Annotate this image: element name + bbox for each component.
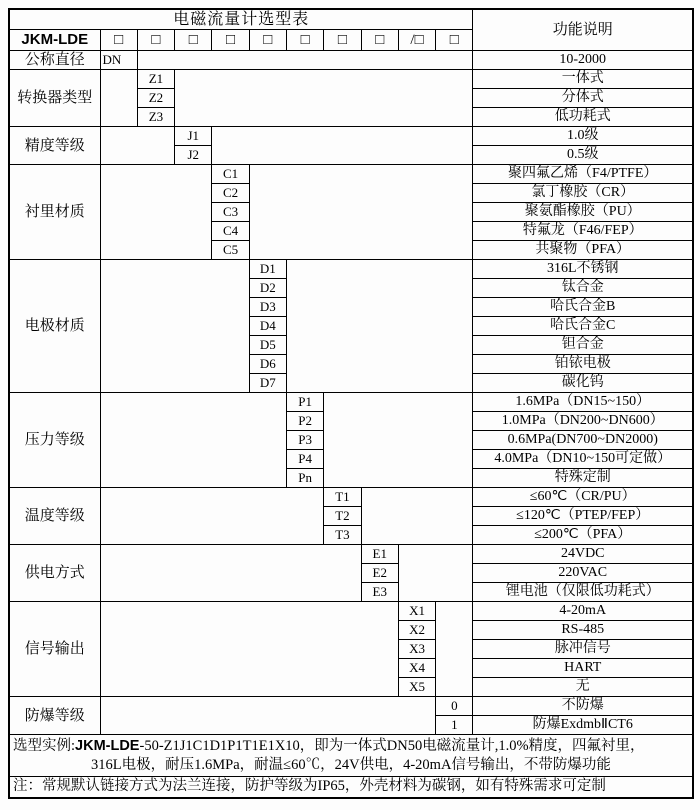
selection-example-line1 xyxy=(13,737,689,756)
desc-cell: 钽合金 xyxy=(473,336,693,355)
desc-cell: 铂铱电极 xyxy=(473,355,693,374)
code-cell: Pn xyxy=(286,469,323,488)
section-label-accuracy-class: 精度等级 xyxy=(9,127,100,165)
desc-cell: 24VDC xyxy=(473,545,693,564)
desc-cell: 碳化钨 xyxy=(473,374,693,393)
model-checkbox-2: □ xyxy=(137,30,174,51)
code-cell: P2 xyxy=(286,412,323,431)
code-cell: T1 xyxy=(324,488,361,507)
desc-cell: 220VAC xyxy=(473,564,693,583)
spacer-cell xyxy=(137,51,473,70)
spacer-cell xyxy=(100,488,324,545)
spacer-cell xyxy=(100,393,286,488)
spacer-cell xyxy=(100,545,361,602)
code-cell: D5 xyxy=(249,336,286,355)
desc-cell: 脉冲信号 xyxy=(473,640,693,659)
spacer-cell xyxy=(324,393,473,488)
model-checkbox-8: □ xyxy=(361,30,398,51)
code-cell: C4 xyxy=(212,222,249,241)
desc-cell: 聚四氟乙烯（F4/PTFE） xyxy=(473,165,693,184)
code-cell: 1 xyxy=(436,716,473,735)
code-cell: E2 xyxy=(361,564,398,583)
spacer-cell xyxy=(286,260,473,393)
model-checkbox-1: □ xyxy=(100,30,137,51)
desc-cell: RS-485 xyxy=(473,621,693,640)
code-cell: D3 xyxy=(249,298,286,317)
model-checkbox-7: □ xyxy=(324,30,361,51)
spacer-cell xyxy=(100,260,249,393)
selection-example-line2: 316L电极，耐压1.6MPa，耐温≤60℃，24V供电，4-20mA信号输出，不带防爆功能 xyxy=(91,756,611,773)
function-header: 功能说明 xyxy=(473,9,693,51)
desc-cell: 一体式 xyxy=(473,70,693,89)
section-label-temperature-class: 温度等级 xyxy=(9,488,100,545)
model-checkbox-10: □ xyxy=(436,30,473,51)
spacer-cell xyxy=(175,70,473,127)
code-cell: D2 xyxy=(249,279,286,298)
spacer-cell xyxy=(212,127,473,165)
code-cell: D1 xyxy=(249,260,286,279)
desc-cell: 防爆ExdmbⅡCT6 xyxy=(473,716,693,735)
desc-cell: 锂电池（仅限低功耗式） xyxy=(473,583,693,602)
code-cell: C3 xyxy=(212,203,249,222)
section-label-pressure-class: 压力等级 xyxy=(9,393,100,488)
code-cell: D4 xyxy=(249,317,286,336)
desc-cell: 不防爆 xyxy=(473,697,693,716)
code-cell: E3 xyxy=(361,583,398,602)
code-cell: Z1 xyxy=(137,70,174,89)
code-cell: C5 xyxy=(212,241,249,260)
code-cell: P4 xyxy=(286,450,323,469)
desc-cell: 氯丁橡胶（CR） xyxy=(473,184,693,203)
section-label-explosion-proof: 防爆等级 xyxy=(9,697,100,735)
model-checkbox-4: □ xyxy=(212,30,249,51)
desc-cell: 特氟龙（F46/FEP） xyxy=(473,222,693,241)
desc-cell: 1.0MPa（DN200~DN600） xyxy=(473,412,693,431)
desc-cell: 哈氏合金B xyxy=(473,298,693,317)
desc-cell: 10-2000 xyxy=(473,51,693,70)
spacer-cell xyxy=(100,697,436,735)
code-cell: Z2 xyxy=(137,89,174,108)
desc-cell: 4.0MPa（DN10~150可定做） xyxy=(473,450,693,469)
code-cell: X1 xyxy=(398,602,435,621)
code-cell: E1 xyxy=(361,545,398,564)
desc-cell: 4-20mA xyxy=(473,602,693,621)
section-label-electrode-material: 电极材质 xyxy=(9,260,100,393)
desc-cell: 1.0级 xyxy=(473,127,693,146)
selection-table-container xyxy=(8,8,694,799)
spacer-cell xyxy=(100,70,137,127)
desc-cell: 0.5级 xyxy=(473,146,693,165)
section-label-nominal-diameter: 公称直径 xyxy=(9,51,100,70)
code-cell: T2 xyxy=(324,507,361,526)
code-cell: Z3 xyxy=(137,108,174,127)
desc-cell: 316L不锈钢 xyxy=(473,260,693,279)
code-cell: P3 xyxy=(286,431,323,450)
desc-cell: 无 xyxy=(473,678,693,697)
desc-cell: ≤120℃（PTEP/FEP） xyxy=(473,507,693,526)
desc-cell: 哈氏合金C xyxy=(473,317,693,336)
code-cell: X4 xyxy=(398,659,435,678)
desc-cell: 1.6MPa（DN15~150） xyxy=(473,393,693,412)
model-checkbox-9: /□ xyxy=(398,30,435,51)
spacer-cell xyxy=(436,602,473,697)
section-label-converter-type: 转换器类型 xyxy=(9,70,100,127)
spacer-cell xyxy=(100,602,398,697)
code-cell: X5 xyxy=(398,678,435,697)
code-cell: J2 xyxy=(175,146,212,165)
section-label-power-supply: 供电方式 xyxy=(9,545,100,602)
code-cell: X2 xyxy=(398,621,435,640)
desc-cell: 特殊定制 xyxy=(473,469,693,488)
desc-cell: 钛合金 xyxy=(473,279,693,298)
code-cell: D7 xyxy=(249,374,286,393)
example-rest: -50-Z1J1C1D1P1T1E1X10，即为一体式DN50电磁流量计,1.0%精度，四氟衬里， xyxy=(139,737,645,754)
selection-example xyxy=(9,735,693,777)
spacer-cell xyxy=(249,165,473,260)
model-checkbox-3: □ xyxy=(175,30,212,51)
spacer-cell xyxy=(361,488,473,545)
code-cell: P1 xyxy=(286,393,323,412)
example-prefix: 选型实例: xyxy=(13,737,76,754)
code-cell: J1 xyxy=(175,127,212,146)
desc-cell: 聚氨酯橡胶（PU） xyxy=(473,203,693,222)
desc-cell: 共聚物（PFA） xyxy=(473,241,693,260)
desc-cell: ≤60℃（CR/PU） xyxy=(473,488,693,507)
spacer-cell xyxy=(398,545,473,602)
code-cell: DN xyxy=(100,51,137,70)
code-cell: D6 xyxy=(249,355,286,374)
desc-cell: 0.6MPa(DN700~DN2000) xyxy=(473,431,693,450)
model-checkbox-6: □ xyxy=(286,30,323,51)
section-label-lining-material: 衬里材质 xyxy=(9,165,100,260)
code-cell: 0 xyxy=(436,697,473,716)
desc-cell: HART xyxy=(473,659,693,678)
code-cell: T3 xyxy=(324,526,361,545)
example-model: JKM-LDE xyxy=(75,737,140,754)
spacer-cell xyxy=(100,127,175,165)
desc-cell: ≤200℃（PFA） xyxy=(473,526,693,545)
model-checkbox-5: □ xyxy=(249,30,286,51)
model-label: JKM-LDE xyxy=(9,30,100,51)
code-cell: C2 xyxy=(212,184,249,203)
selection-table xyxy=(8,8,694,799)
code-cell: C1 xyxy=(212,165,249,184)
section-label-signal-output: 信号输出 xyxy=(9,602,100,697)
table-note: 注：常规默认链接方式为法兰连接，防护等级为IP65，外壳材料为碳钢，如有特殊需求可定制 xyxy=(9,777,693,798)
desc-cell: 低功耗式 xyxy=(473,108,693,127)
spacer-cell xyxy=(100,165,212,260)
table-title: 电磁流量计选型表 xyxy=(9,9,473,30)
code-cell: X3 xyxy=(398,640,435,659)
desc-cell: 分体式 xyxy=(473,89,693,108)
